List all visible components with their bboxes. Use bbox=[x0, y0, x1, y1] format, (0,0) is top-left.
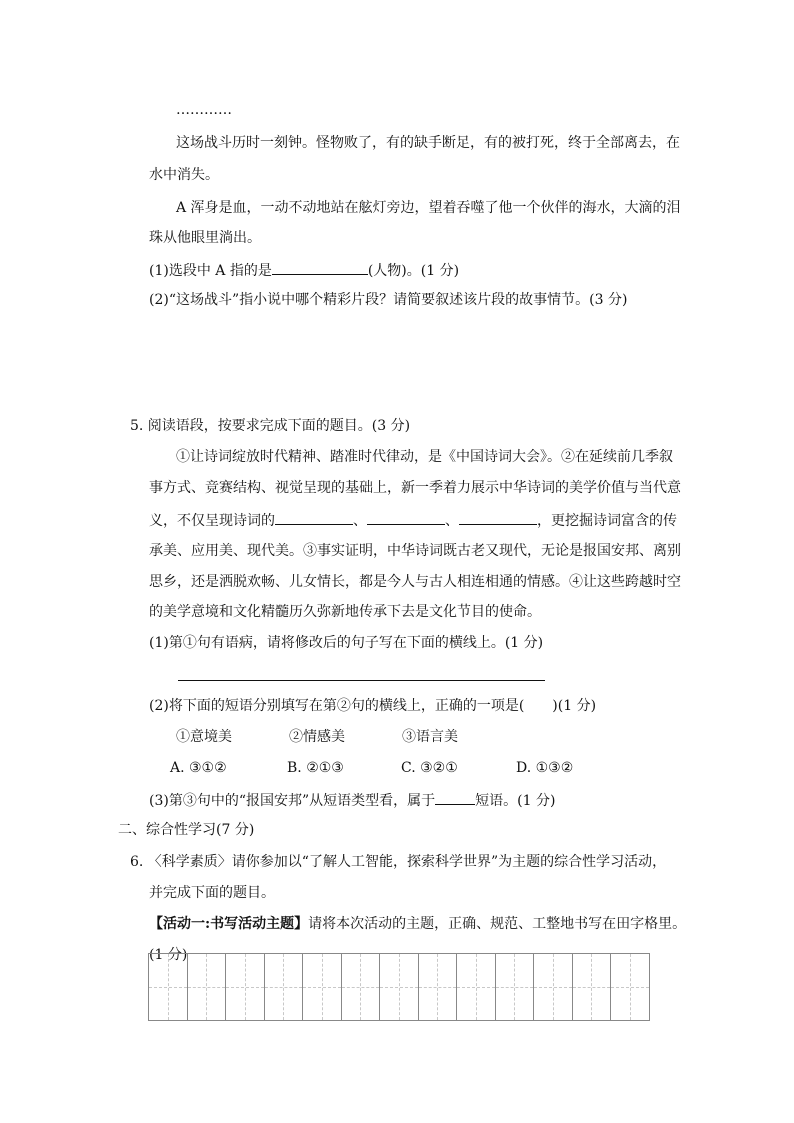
answer-blank[interactable] bbox=[367, 509, 445, 525]
phrase-1: ①意境美 bbox=[176, 729, 232, 745]
activity-label: 【活动一:书写活动主题】 bbox=[149, 916, 309, 932]
q5-p3-text: 义，不仅呈现诗词的 bbox=[149, 513, 275, 529]
q5-paragraph-line-1: ①让诗词绽放时代精神、踏准时代律动，是《中国诗词大会》。②在延续前几季叙 bbox=[176, 449, 673, 465]
ellipsis: ………… bbox=[176, 102, 232, 118]
q4-sub1 bbox=[149, 259, 459, 281]
answer-blank[interactable] bbox=[272, 259, 368, 275]
grid-cell[interactable] bbox=[264, 953, 304, 1021]
option-d[interactable]: D. ①③② bbox=[516, 760, 574, 776]
separator: 、 bbox=[445, 513, 459, 529]
separator: 、 bbox=[353, 513, 367, 529]
answer-blank[interactable] bbox=[275, 509, 353, 525]
answer-blank[interactable] bbox=[459, 509, 537, 525]
grid-cell[interactable] bbox=[495, 953, 535, 1021]
passage-line-2: 水中消失。 bbox=[149, 167, 219, 183]
q4-sub2: (2)“这场战斗”指小说中哪个精彩片段？请简要叙述该片段的故事情节。(3 分) bbox=[149, 292, 628, 308]
grid-cell[interactable] bbox=[456, 953, 496, 1021]
grid-cell[interactable] bbox=[187, 953, 227, 1021]
grid-cell[interactable] bbox=[379, 953, 419, 1021]
option-b[interactable]: B. ②①③ bbox=[287, 760, 344, 776]
q5-sub3-tail: 短语。(1 分) bbox=[475, 793, 556, 809]
q4-sub1-text: (1)选段中 A 指的是 bbox=[149, 263, 272, 279]
option-a[interactable]: A. ③①② bbox=[170, 760, 227, 776]
section-2-title: 二、综合性学习(7 分) bbox=[118, 822, 255, 838]
q5-p3-tail: ，更挖掘诗词富含的传 bbox=[537, 513, 677, 529]
q6-activity-1 bbox=[149, 914, 686, 934]
q6-line-2: 并完成下面的题目。 bbox=[149, 885, 275, 901]
grid-cell[interactable] bbox=[418, 953, 458, 1021]
grid-cell[interactable] bbox=[572, 953, 612, 1021]
grid-cell[interactable] bbox=[302, 953, 342, 1021]
q5-sub2: (2)将下面的短语分别填写在第②句的横线上，正确的一项是( )(1 分) bbox=[149, 698, 597, 714]
grid-cell[interactable] bbox=[610, 953, 650, 1021]
q5-paragraph-line-5: 思乡，还是洒脱欢畅、儿女情长，都是今人与古人相连相通的情感。④让这些跨越时空 bbox=[149, 574, 681, 590]
grid-cell[interactable] bbox=[225, 953, 265, 1021]
q5-sub3-text: (3)第③句中的“报国安邦”从短语类型看，属于 bbox=[149, 793, 436, 809]
passage-line-3: A 浑身是血，一动不动地站在舷灯旁边，望着吞噬了他一个伙伴的海水，大滴的泪 bbox=[176, 200, 681, 216]
q5-sub1: (1)第①句有语病，请将修改后的句子写在下面的横线上。(1 分) bbox=[149, 635, 544, 651]
answer-blank[interactable] bbox=[435, 789, 475, 805]
activity-text: 请将本次活动的主题，正确、规范、工整地书写在田字格里。 bbox=[308, 916, 687, 932]
passage-line-1: 这场战斗历时一刻钟。怪物败了，有的缺手断足，有的被打死，终于全部离去，在 bbox=[176, 135, 680, 151]
q5-paragraph-line-4: 承美、应用美、现代美。③事实证明，中华诗词既古老又现代，无论是报国安邦、离别 bbox=[149, 543, 681, 559]
q6-line-1: 6. 〈科学素质〉请你参加以“了解人工智能，探索科学世界”为主题的综合性学习活动， bbox=[130, 854, 667, 870]
q5-paragraph-line-3 bbox=[149, 509, 677, 531]
q5-paragraph-line-2: 事方式、竞赛结构、视觉呈现的基础上，新一季着力展示中华诗词的美学价值与当代意 bbox=[149, 480, 681, 496]
phrase-3: ③语言美 bbox=[402, 729, 458, 745]
q6-score: (1 分) bbox=[149, 947, 188, 963]
q4-sub1-tail: (人物)。(1 分) bbox=[367, 263, 460, 279]
phrase-2: ②情感美 bbox=[289, 729, 345, 745]
tianzige-grid[interactable] bbox=[149, 953, 663, 1021]
q5-title: 5. 阅读语段，按要求完成下面的题目。(3 分) bbox=[130, 418, 411, 434]
grid-cell[interactable] bbox=[148, 953, 188, 1021]
q5-sub3 bbox=[149, 789, 555, 811]
grid-cell[interactable] bbox=[533, 953, 573, 1021]
option-c[interactable]: C. ③②① bbox=[401, 760, 458, 776]
q5-paragraph-line-6: 的美学意境和文化精髓历久弥新地传承下去是文化节目的使命。 bbox=[149, 604, 541, 620]
answer-line[interactable] bbox=[178, 680, 545, 681]
grid-cell[interactable] bbox=[341, 953, 381, 1021]
passage-line-4: 珠从他眼里淌出。 bbox=[149, 230, 261, 246]
